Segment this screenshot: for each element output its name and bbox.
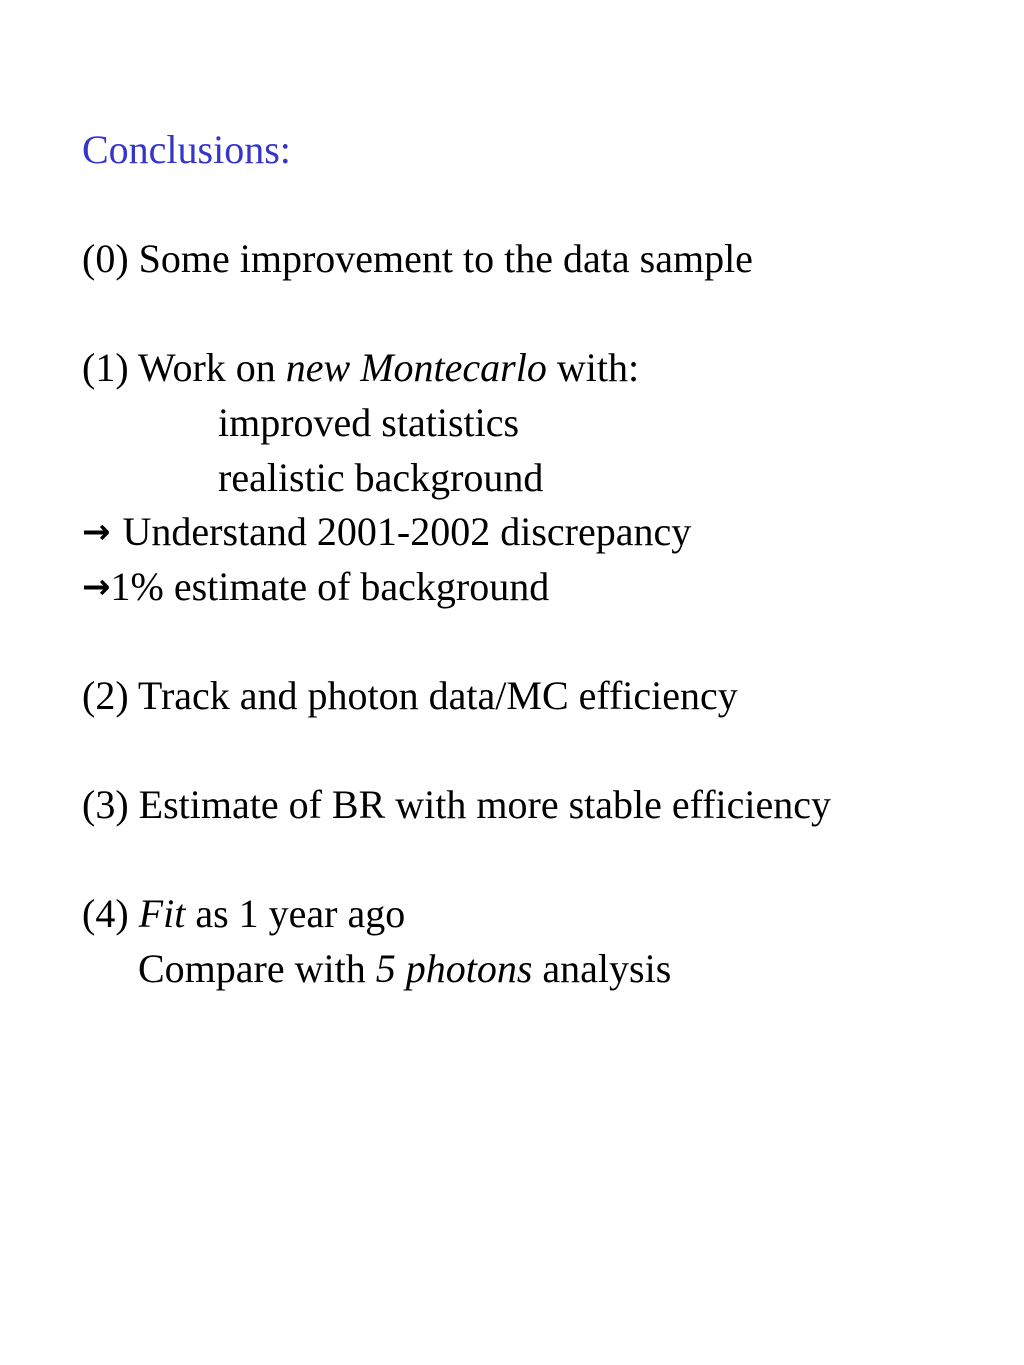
arrow-right-icon: →: [82, 512, 111, 552]
conclusion-item-4: [82, 890, 405, 938]
item-4-line-2-suffix: analysis: [532, 946, 672, 991]
conclusion-item-3: (3) Estimate of BR with more stable efficiency: [82, 782, 832, 827]
item-1-prefix: (1) Work on: [82, 345, 286, 390]
item-4-line-2-emphasis: 5 photons: [375, 946, 533, 991]
item-1-suffix: with:: [546, 345, 640, 390]
conclusion-item-0: (0) Some improvement to the data sample: [82, 236, 753, 281]
item-4-line-2: [138, 945, 671, 993]
conclusion-item-2: (2) Track and photon data/MC efficiency: [82, 673, 738, 718]
item-4-suffix: as 1 year ago: [185, 891, 406, 936]
conclusion-item-1: [82, 344, 639, 392]
item-1-emphasis: new Montecarlo: [285, 345, 547, 390]
item-4-emphasis: Fit: [138, 891, 186, 936]
result-2-text: 1% estimate of background: [110, 564, 550, 609]
item-1-result-2: [82, 563, 549, 611]
item-1-sub-point-1: improved statistics: [218, 400, 520, 445]
item-1-result-1: [82, 508, 691, 556]
item-1-sub-point-2: realistic background: [218, 455, 544, 500]
slide-title: Conclusions:: [82, 127, 291, 172]
result-1-text: Understand 2001-2002 discrepancy: [122, 509, 692, 554]
item-4-line-2-prefix: Compare with: [138, 946, 376, 991]
item-4-prefix: (4): [82, 891, 139, 936]
arrow-right-icon: →: [82, 567, 111, 607]
